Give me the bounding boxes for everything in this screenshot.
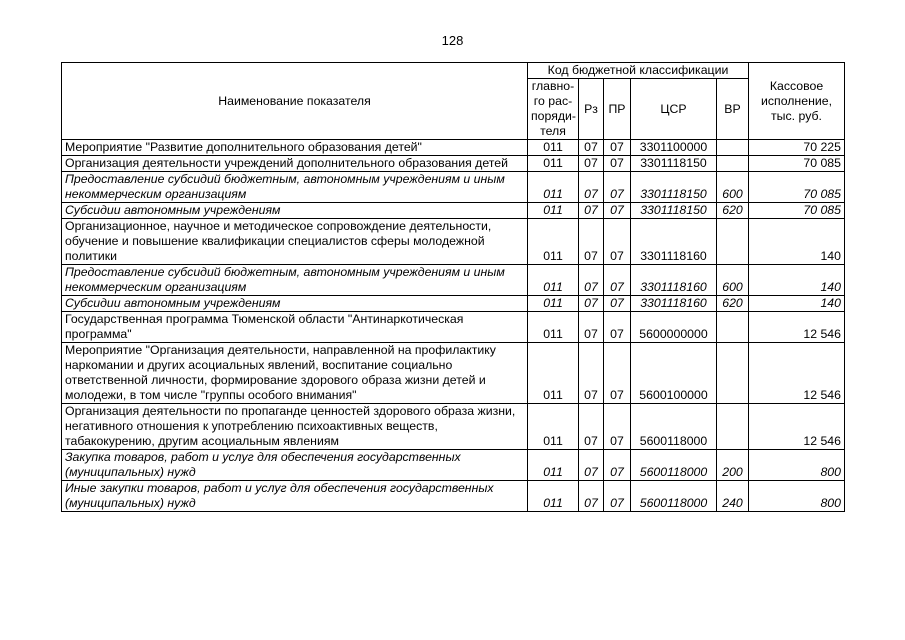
row-csr: 5600118000 (631, 404, 717, 450)
row-name: Предоставление субсидий бюджетным, автономным учреждениям и иным некоммерческим организациям (62, 265, 528, 296)
row-vr: 620 (717, 203, 749, 219)
row-amount: 70 085 (749, 156, 845, 172)
row-gr: 011 (528, 481, 579, 512)
row-amount: 140 (749, 296, 845, 312)
row-gr: 011 (528, 140, 579, 156)
row-rz: 07 (579, 296, 604, 312)
row-rz: 07 (579, 343, 604, 404)
row-vr (717, 312, 749, 343)
row-csr: 5600100000 (631, 343, 717, 404)
header-rz: Рз (579, 79, 604, 140)
row-gr: 011 (528, 343, 579, 404)
header-csr: ЦСР (631, 79, 717, 140)
row-csr: 3301100000 (631, 140, 717, 156)
table-row (62, 265, 845, 296)
row-gr: 011 (528, 312, 579, 343)
row-csr: 3301118160 (631, 296, 717, 312)
header-glavn: главно-го рас-поряди-теля (528, 79, 579, 140)
table-row (62, 312, 845, 343)
row-vr (717, 404, 749, 450)
row-pr: 07 (604, 312, 631, 343)
table-row (62, 219, 845, 265)
row-vr (717, 156, 749, 172)
header-pr: ПР (604, 79, 631, 140)
row-pr: 07 (604, 296, 631, 312)
row-csr: 3301118150 (631, 156, 717, 172)
row-rz: 07 (579, 172, 604, 203)
row-pr: 07 (604, 265, 631, 296)
row-name: Предоставление субсидий бюджетным, автономным учреждениям и иным некоммерческим организациям (62, 172, 528, 203)
table-row (62, 203, 845, 219)
row-amount: 70 225 (749, 140, 845, 156)
row-vr: 200 (717, 450, 749, 481)
table-row (62, 140, 845, 156)
table-row (62, 172, 845, 203)
row-amount: 12 546 (749, 343, 845, 404)
row-amount: 800 (749, 481, 845, 512)
row-pr: 07 (604, 404, 631, 450)
row-gr: 011 (528, 219, 579, 265)
row-rz: 07 (579, 450, 604, 481)
row-pr: 07 (604, 219, 631, 265)
row-name: Организационное, научное и методическое сопровождение деятельности, обучение и повышение квалификации специалистов сферы молодежной политики (62, 219, 528, 265)
row-csr: 3301118150 (631, 172, 717, 203)
row-amount: 140 (749, 219, 845, 265)
row-pr: 07 (604, 450, 631, 481)
row-name: Иные закупки товаров, работ и услуг для обеспечения государственных (муниципальных) нужд (62, 481, 528, 512)
row-rz: 07 (579, 481, 604, 512)
row-gr: 011 (528, 156, 579, 172)
table-row (62, 481, 845, 512)
row-gr: 011 (528, 172, 579, 203)
table-row (62, 296, 845, 312)
row-amount: 12 546 (749, 404, 845, 450)
row-csr: 5600000000 (631, 312, 717, 343)
row-gr: 011 (528, 450, 579, 481)
header-code-group: Код бюджетной классификации (528, 63, 749, 79)
row-vr: 600 (717, 265, 749, 296)
row-pr: 07 (604, 172, 631, 203)
header-vr: ВР (717, 79, 749, 140)
row-gr: 011 (528, 203, 579, 219)
row-rz: 07 (579, 203, 604, 219)
row-vr: 240 (717, 481, 749, 512)
row-amount: 800 (749, 450, 845, 481)
row-name: Государственная программа Тюменской области "Антинаркотическая программа" (62, 312, 528, 343)
table-row (62, 450, 845, 481)
row-rz: 07 (579, 265, 604, 296)
row-pr: 07 (604, 203, 631, 219)
row-pr: 07 (604, 343, 631, 404)
row-name: Мероприятие "Организация деятельности, направленной на профилактику наркомании и других асоциальных явлений, воспитание социально ответственной личности, формирование здорового образа жизни детей и молодежи, в том числе "группы особого внимания" (62, 343, 528, 404)
row-name: Организация деятельности по пропаганде ценностей здорового образа жизни, негативного отношения к употреблению психоактивных веществ, табакокурению, другим асоциальным явлениям (62, 404, 528, 450)
page-number: 128 (441, 33, 464, 48)
row-pr: 07 (604, 481, 631, 512)
row-pr: 07 (604, 140, 631, 156)
row-csr: 3301118160 (631, 219, 717, 265)
row-amount: 12 546 (749, 312, 845, 343)
row-pr: 07 (604, 156, 631, 172)
row-name: Организация деятельности учреждений дополнительного образования детей (62, 156, 528, 172)
budget-table (61, 62, 845, 512)
row-csr: 5600118000 (631, 450, 717, 481)
table-row (62, 404, 845, 450)
header-amount: Кассовое исполнение, тыс. руб. (749, 63, 845, 140)
row-amount: 70 085 (749, 172, 845, 203)
row-vr (717, 343, 749, 404)
row-csr: 3301118150 (631, 203, 717, 219)
row-amount: 140 (749, 265, 845, 296)
row-rz: 07 (579, 219, 604, 265)
row-rz: 07 (579, 140, 604, 156)
row-gr: 011 (528, 296, 579, 312)
row-vr (717, 219, 749, 265)
row-csr: 3301118160 (631, 265, 717, 296)
row-csr: 5600118000 (631, 481, 717, 512)
table-row (62, 343, 845, 404)
table-row (62, 156, 845, 172)
row-rz: 07 (579, 156, 604, 172)
row-gr: 011 (528, 404, 579, 450)
row-vr (717, 140, 749, 156)
row-name: Субсидии автономным учреждениям (62, 203, 528, 219)
row-vr: 600 (717, 172, 749, 203)
row-amount: 70 085 (749, 203, 845, 219)
row-gr: 011 (528, 265, 579, 296)
row-vr: 620 (717, 296, 749, 312)
row-rz: 07 (579, 312, 604, 343)
row-rz: 07 (579, 404, 604, 450)
header-name: Наименование показателя (62, 63, 528, 140)
row-name: Закупка товаров, работ и услуг для обеспечения государственных (муниципальных) нужд (62, 450, 528, 481)
row-name: Мероприятие "Развитие дополнительного образования детей" (62, 140, 528, 156)
row-name: Субсидии автономным учреждениям (62, 296, 528, 312)
